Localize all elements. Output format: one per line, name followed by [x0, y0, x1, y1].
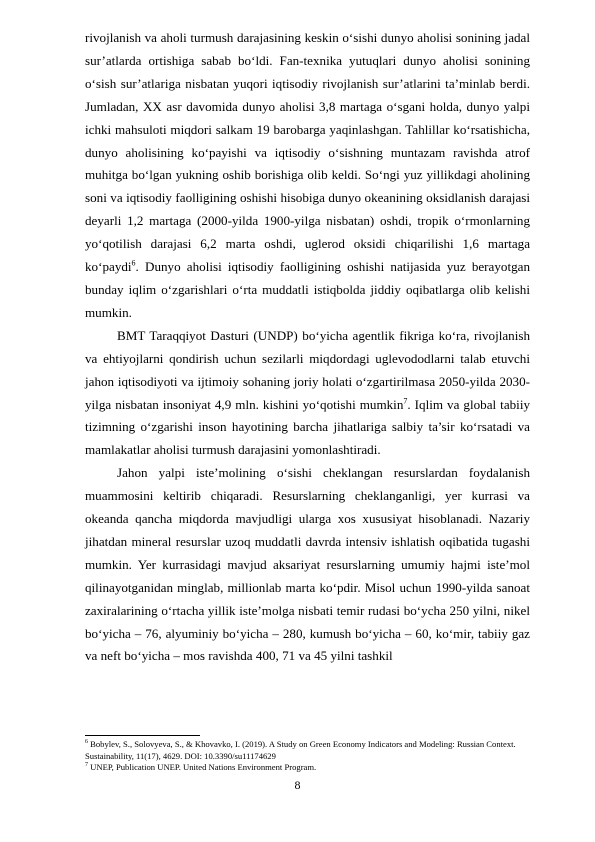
paragraph-2 [85, 325, 530, 462]
paragraph-2-text: BMT Taraqqiyot Dasturi (UNDP) bo‘yicha agentlik fikriga ko‘ra, rivojlanish va ehtiyojlarni qondirish uchun sezilarli miqdordagi uglevododlarni talab etuvchi jahon iqtisodiyoti va ijtimoiy sohaning joriy holati o‘zgartirilmasa 2050-yilda 2030-yilga nisbatan insoniyat 4,9 mln. kishini yo‘qotishi mumkin [85, 327, 530, 412]
paragraph-2-text-cont: . Iqlim va global tabiiy tizimning o‘zgarishi inson hayotining barcha jihatlariga salbiy ta’sir ko‘rsatadi va mamlakatlar aholisi turmush darajasini yomonlashtiradi. [85, 396, 530, 458]
footnotes [85, 739, 535, 774]
paragraph-1-text: rivojlanish va aholi turmush darajasining keskin o‘sishi dunyo aholisi sonining jadal sur’atlarda ortishiga sabab bo‘ldi. Fan-texnika yutuqlari dunyo aholisi sonining o‘sish sur’atlariga nisbatan yuqori iqtisodiy rivojlanish sur’atlarini ta’minlab berdi. Jumladan, XX asr davomida dunyo aholisi 3,8 martaga o‘sgani holda, dunyo yalpi ichki mahsuloti miqdori salkam 19 barobarga yaqinlashgan. Tahlillar ko‘rsatishicha, dunyo aholisining ko‘payishi va iqtisodiy o‘sishning muntazam ravishda atrof muhitga bo‘lgan yukning oshib borishiga olib keldi. So‘ngi yuz yillikdagi aholining soni va iqtisodiy faolligining oshishi hisobiga dunyo okeanining oksidlanish darajasi deyarli 1,2 martaga (2000-yilda 1900-yilga nisbatan) oshdi, tropik o‘rmonlarning yo‘qotilish darajasi 6,2 marta oshdi, uglerod oksidi chiqarilishi 1,6 martaga ko‘paydi [85, 30, 530, 275]
paragraph-1 [85, 27, 530, 325]
footnote-mark: 7 [85, 762, 88, 769]
footnote-mark: 6 [85, 739, 88, 746]
footnote-separator [85, 735, 200, 736]
footnote-text: Bobylev, S., Solovyeva, S., & Khovavko, I. (2019). A Study on Green Economy Indicators and Modeling: Russian Context. Sustainability, 11(17), 4629. DOI: 10.3390/su11174629 [85, 739, 516, 761]
paragraph-1-text-cont: . Dunyo aholisi iqtisodiy faolligining oshishi natijasida yuz berayotgan bunday iqlim o‘zgarishlari o‘rta muddatli istiqbolda jiddiy oqibatlarga olib kelishi mumkin. [85, 259, 530, 320]
paragraph-3 [85, 462, 530, 668]
footnote-7 [85, 762, 535, 774]
footnote-text: UNEP, Publication UNEP. United Nations Environment Program. [90, 762, 317, 773]
footnote-6 [85, 739, 535, 762]
footnote-ref-7[interactable]: 7 [403, 396, 408, 406]
footnote-ref-6[interactable]: 6 [131, 258, 136, 268]
page-number: 8 [294, 778, 301, 792]
paragraph-3-text: Jahon yalpi iste’molining o‘sishi cheklangan resurslardan foydalanish muammosini keltirib chiqaradi. Resurslarning cheklanganligi, yer kurrasi va okeanda qancha miqdorda mavjudligi ularga xos xususiyat hisoblanadi. Nazariy jihatdan mineral resurslar uzoq muddatli davrda intensiv ishlatish oqibatida tugashi mumkin. Yer kurrasidagi mavjud aksariyat resurslarning umumiy hajmi iste’mol qilinayotganidan minglab, millionlab marta ko‘pdir. Misol uchun 1990-yilda sanoat zaxiralarining o‘rtacha yillik iste’molga nisbati temir rudasi bo‘ycha 250 yilni, nikel bo‘yicha – 76, alyuminiy bo‘yicha – 280, kumush bo‘yicha – 60, ko‘mir, tabiiy gaz va neft bo‘yicha – mos ravishda 400, 71 va 45 yilni tashkil [85, 465, 530, 664]
body-text [85, 27, 530, 668]
